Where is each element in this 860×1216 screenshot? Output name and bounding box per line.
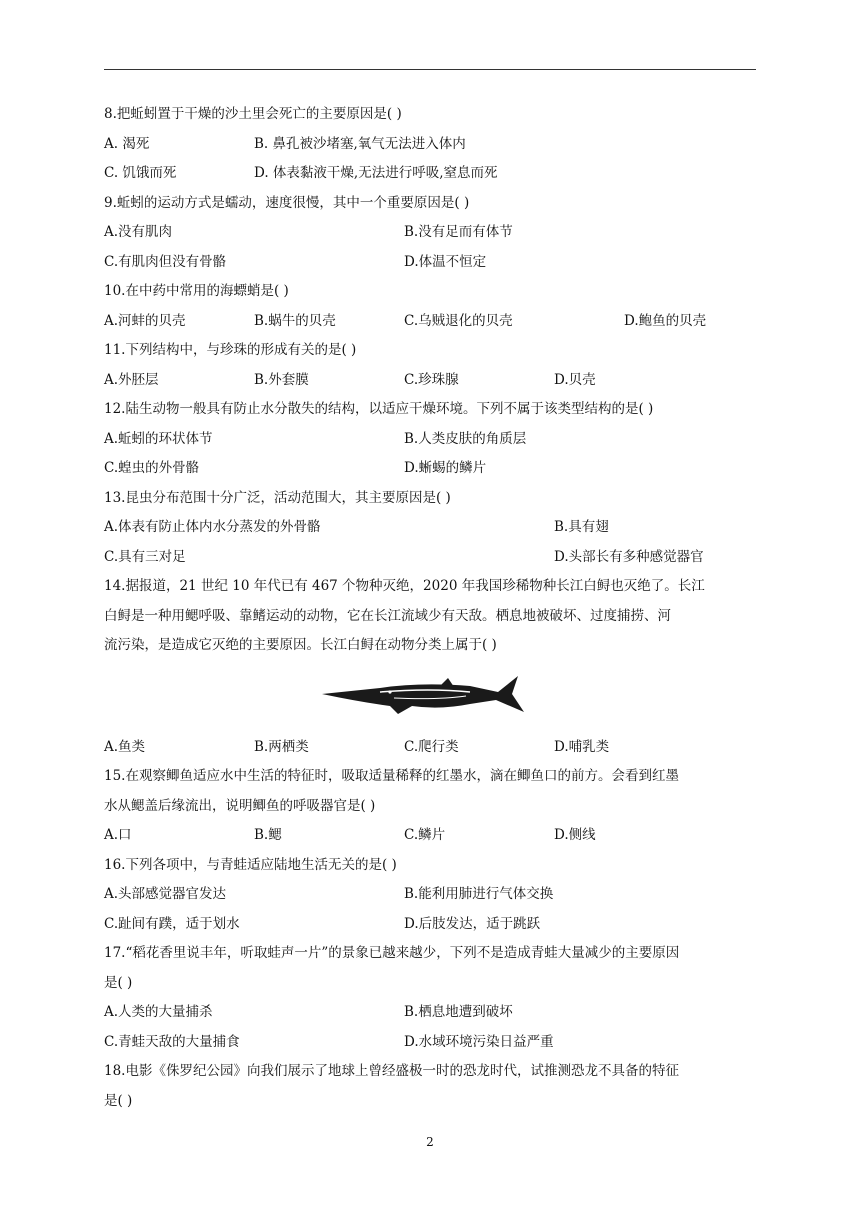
- question-14-stem-line-3: 流污染，是造成它灭绝的主要原因。长江白鲟在动物分类上属于( ): [104, 637, 497, 653]
- q15-option-d[interactable]: D.侧线: [554, 827, 596, 843]
- question-9-stem: 9.蚯蚓的运动方式是蠕动，速度很慢，其中一个重要原因是( ): [104, 195, 470, 211]
- q12-option-d[interactable]: D.蜥蜴的鳞片: [404, 460, 487, 476]
- question-10-stem: 10.在中药中常用的海螵蛸是( ): [104, 283, 289, 299]
- question-16-stem: 16.下列各项中，与青蛙适应陆地生活无关的是( ): [104, 857, 397, 873]
- q9-option-c[interactable]: C.有肌肉但没有骨骼: [104, 254, 227, 270]
- question-14-stem-line-1: 14.据报道，21 世纪 10 年代已有 467 个物种灭绝，2020 年我国珍稀物种长江白鲟也灭绝了。长江: [104, 578, 705, 594]
- q17-option-c[interactable]: C.青蛙天敌的大量捕食: [104, 1034, 240, 1050]
- q10-option-b[interactable]: B.蜗牛的贝壳: [254, 313, 336, 329]
- q16-option-a[interactable]: A.头部感觉器官发达: [104, 886, 227, 902]
- q12-option-b[interactable]: B.人类皮肤的角质层: [404, 431, 527, 447]
- q10-option-c[interactable]: C.乌贼退化的贝壳: [404, 313, 513, 329]
- q13-option-a[interactable]: A.体表有防止体内水分蒸发的外骨骼: [104, 519, 321, 535]
- q17-option-d[interactable]: D.水域环境污染日益严重: [404, 1034, 554, 1050]
- page-number: 2: [426, 1135, 434, 1149]
- question-15-stem-line-1: 15.在观察鲫鱼适应水中生活的特征时，吸取适量稀释的红墨水，滴在鲫鱼口的前方。会看到红墨: [104, 768, 679, 784]
- q15-option-c[interactable]: C.鳞片: [404, 827, 446, 843]
- question-18-stem-line-2: 是( ): [104, 1093, 133, 1109]
- q12-option-c[interactable]: C.蝗虫的外骨骼: [104, 460, 200, 476]
- q15-option-a[interactable]: A.口: [104, 827, 132, 843]
- q16-option-c[interactable]: C.趾间有蹼，适于划水: [104, 916, 240, 932]
- q11-option-a[interactable]: A.外胚层: [104, 372, 159, 388]
- q13-option-c[interactable]: C.具有三对足: [104, 549, 186, 565]
- q10-option-a[interactable]: A.河蚌的贝壳: [104, 313, 186, 329]
- question-17-stem-line-1: 17.“稻花香里说丰年，听取蛙声一片”的景象已越来越少，下列不是造成青蛙大量减少的主要原因: [104, 945, 680, 961]
- q14-option-b[interactable]: B.两栖类: [254, 739, 309, 755]
- q9-option-b[interactable]: B.没有足而有体节: [404, 224, 513, 240]
- q16-option-b[interactable]: B.能利用肺进行气体交换: [404, 886, 554, 902]
- q8-option-c[interactable]: C. 饥饿而死: [104, 165, 177, 181]
- q17-option-a[interactable]: A.人类的大量捕杀: [104, 1004, 213, 1020]
- q11-option-d[interactable]: D.贝壳: [554, 372, 596, 388]
- q11-option-c[interactable]: C.珍珠腺: [404, 372, 459, 388]
- q8-option-d[interactable]: D. 体表黏液干燥,无法进行呼吸,窒息而死: [254, 165, 498, 181]
- q9-option-d[interactable]: D.体温不恒定: [404, 254, 487, 270]
- header-rule: [104, 69, 756, 70]
- q11-option-b[interactable]: B.外套膜: [254, 372, 309, 388]
- question-18-stem-line-1: 18.电影《侏罗纪公园》向我们展示了地球上曾经盛极一时的恐龙时代，试推测恐龙不具备的特征: [104, 1063, 679, 1079]
- chinese-paddlefish-image: [320, 672, 526, 718]
- q14-option-a[interactable]: A.鱼类: [104, 739, 146, 755]
- q14-option-c[interactable]: C.爬行类: [404, 739, 459, 755]
- q8-option-a[interactable]: A. 渴死: [104, 136, 150, 152]
- q14-option-d[interactable]: D.哺乳类: [554, 739, 610, 755]
- q17-option-b[interactable]: B.栖息地遭到破坏: [404, 1004, 513, 1020]
- q13-option-d[interactable]: D.头部长有多种感觉器官: [554, 549, 704, 565]
- question-8-stem: 8.把蚯蚓置于干燥的沙土里会死亡的主要原因是( ): [104, 106, 402, 122]
- q10-option-d[interactable]: D.鲍鱼的贝壳: [624, 313, 707, 329]
- question-13-stem: 13.昆虫分布范围十分广泛，活动范围大，其主要原因是( ): [104, 490, 451, 506]
- q15-option-b[interactable]: B.鳃: [254, 827, 282, 843]
- question-12-stem: 12.陆生动物一般具有防止水分散失的结构，以适应干燥环境。下列不属于该类型结构的是( ): [104, 401, 654, 417]
- question-15-stem-line-2: 水从鳃盖后缘流出，说明鲫鱼的呼吸器官是( ): [104, 798, 376, 814]
- q16-option-d[interactable]: D.后肢发达，适于跳跃: [404, 916, 541, 932]
- q13-option-b[interactable]: B.具有翅: [554, 519, 609, 535]
- q9-option-a[interactable]: A.没有肌肉: [104, 224, 173, 240]
- question-14-stem-line-2: 白鲟是一种用鳃呼吸、靠鳍运动的动物，它在长江流域少有天敌。栖息地被破坏、过度捕捞、河: [104, 608, 671, 624]
- q12-option-a[interactable]: A.蚯蚓的环状体节: [104, 431, 213, 447]
- question-11-stem: 11.下列结构中，与珍珠的形成有关的是( ): [104, 342, 357, 358]
- q8-option-b[interactable]: B. 鼻孔被沙堵塞,氧气无法进入体内: [254, 136, 466, 152]
- question-17-stem-line-2: 是( ): [104, 975, 133, 991]
